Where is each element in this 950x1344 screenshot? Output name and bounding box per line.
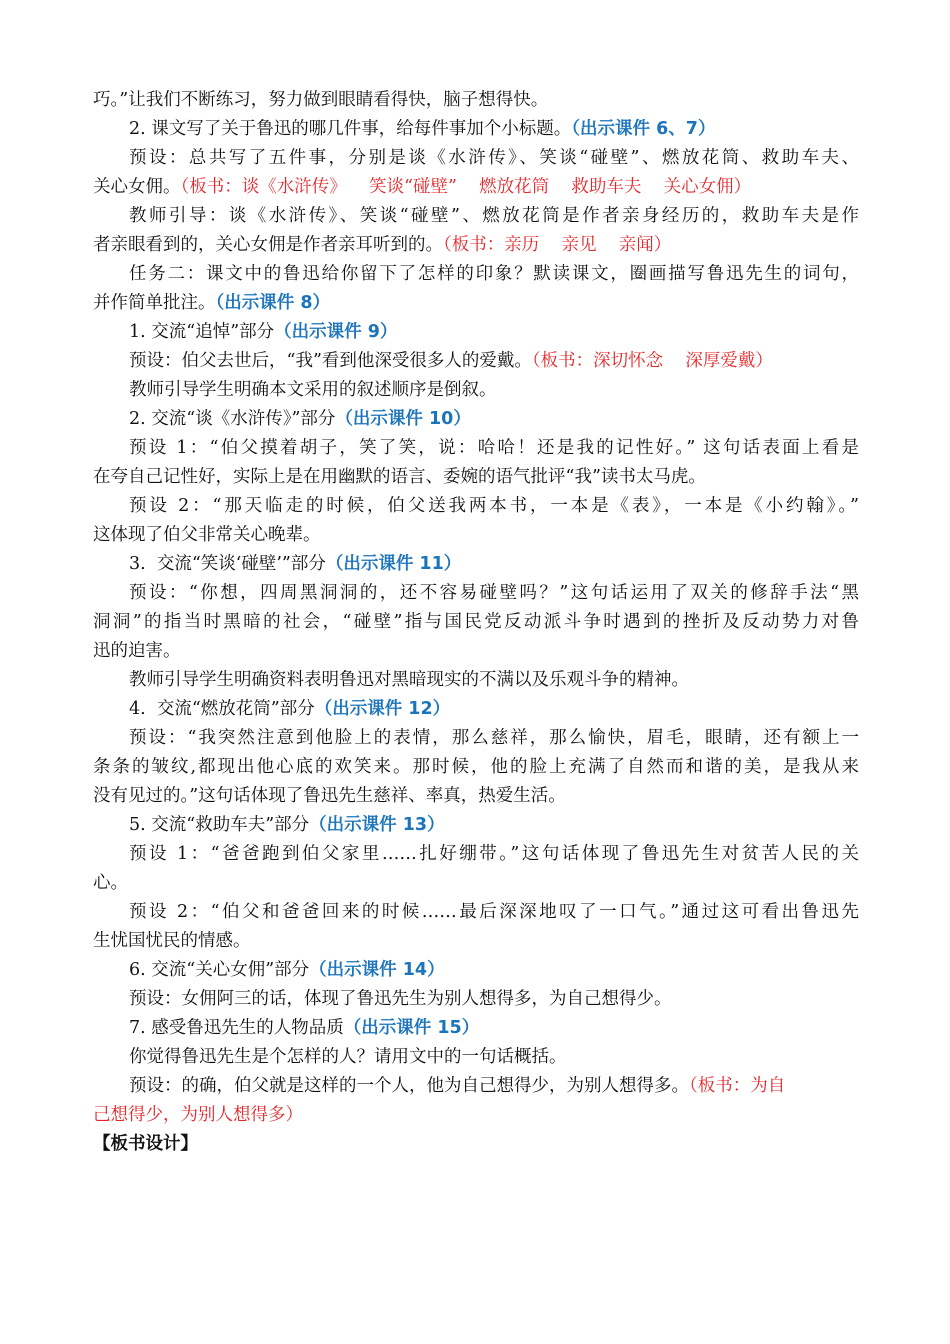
paragraph-line: 在夸自己记性好，实际上是在用幽默的语言、委婉的语气批评“我”读书太马虎。 [93, 467, 706, 487]
blackboard-note: （板书：为自 [689, 1076, 786, 1096]
paragraph-line: 预设：“你想，四周黑洞洞的，还不容易碰壁吗？”这句话运用了双关的修辞手法“黑 [129, 583, 859, 603]
paragraph-line: 这体现了伯父非常关心晚辈。 [93, 525, 321, 545]
courseware-note: （出示课件 8） [215, 293, 331, 313]
section-heading: 2. 交流“谈《水浒传》”部分（出示课件 10） [129, 409, 471, 429]
courseware-note: （出示课件 15） [343, 1018, 480, 1038]
blackboard-note: （板书：亲历 亲见 亲闻） [443, 235, 672, 255]
document-page [93, 86, 859, 1159]
paragraph-line: 巧。”让我们不断练习，努力做到眼睛看得快，脑子想得快。 [93, 90, 549, 110]
courseware-note: （出示课件 6、7） [571, 119, 716, 139]
paragraph-line [93, 1101, 859, 1130]
blackboard-note: 己想得少，为别人想得多） [93, 1105, 303, 1125]
paragraph-line: 条条的皱纹,都现出他心底的欢笑来。那时候，他的脸上充满了自然而和谐的美，是我从来 [93, 757, 859, 777]
courseware-note: （出示课件 9） [274, 322, 398, 342]
section-heading: 3. 交流“笑谈‘碰壁’”部分（出示课件 11） [129, 554, 462, 574]
paragraph-line: 预设 1：“爸爸跑到伯父家里……扎好绷带。”这句话体现了鲁迅先生对贫苦人民的关 [129, 844, 859, 864]
paragraph-line: 洞洞”的指当时黑暗的社会，“碰壁”指与国民党反动派斗争时遇到的挫折及反动势力对鲁 [93, 612, 859, 632]
paragraph-line: 预设：女佣阿三的话，体现了鲁迅先生为别人想得多，为自己想得少。 [129, 989, 672, 1009]
section-heading: 5. 交流“救助车夫”部分（出示课件 13） [129, 815, 445, 835]
paragraph-line: 预设：总共写了五件事，分别是谈《水浒传》、笑谈“碰壁”、燃放花筒、救助车夫、 [129, 148, 859, 168]
paragraph-line: 没有见过的。”这句话体现了鲁迅先生慈祥、率真，热爱生活。 [93, 786, 566, 806]
blackboard-note: （板书：深切怀念 深厚爱戴） [531, 351, 773, 371]
paragraph-line: 并作简单批注。（出示课件 8） [93, 293, 331, 313]
paragraph-line: 教师引导：谈《水浒传》、笑谈“碰壁”、燃放花筒是作者亲身经历的，救助车夫是作 [129, 206, 859, 226]
paragraph-line: 预设 2：“伯父和爸爸回来的时候……最后深深地叹了一口气。”通过这可看出鲁迅先 [129, 902, 859, 922]
paragraph-line: 你觉得鲁迅先生是个怎样的人？请用文中的一句话概括。 [129, 1047, 567, 1067]
section-heading: 4. 交流“燃放花筒”部分（出示课件 12） [129, 699, 451, 719]
blackboard-note: （板书：谈《水浒传》 笑谈“碰壁” 燃放花筒 救助车夫 关心女佣） [180, 177, 752, 197]
paragraph-line: 生忧国忧民的情感。 [93, 931, 251, 951]
paragraph-line: 预设 1：“伯父摸着胡子，笑了笑，说：哈哈！还是我的记性好。” 这句话表面上看是 [129, 438, 859, 458]
courseware-note: （出示课件 11） [325, 554, 462, 574]
paragraph-line: 预设：伯父去世后，“我”看到他深受很多人的爱戴。（板书：深切怀念 深厚爱戴） [129, 351, 773, 371]
section-heading: 7. 感受鲁迅先生的人物品质（出示课件 15） [129, 1018, 480, 1038]
paragraph-line: 教师引导学生明确资料表明鲁迅对黑暗现实的不满以及乐观斗争的精神。 [129, 670, 689, 690]
task-heading: 任务二：课文中的鲁迅给你留下了怎样的印象？默读课文，圈画描写鲁迅先生的词句， [129, 264, 859, 284]
paragraph-line: 预设：的确，伯父就是这样的一个人，他为自己想得少，为别人想得多。（板书：为自 [129, 1076, 786, 1096]
section-heading: 6. 交流“关心女佣”部分（出示课件 14） [129, 960, 445, 980]
section-heading: 1. 交流“追悼”部分（出示课件 9） [129, 322, 398, 342]
courseware-note: （出示课件 12） [314, 699, 451, 719]
paragraph-line: 预设 2：“那天临走的时候，伯父送我两本书，一本是《表》，一本是《小约翰》。” [129, 496, 859, 516]
courseware-note: （出示课件 10） [335, 409, 471, 429]
paragraph-line: 预设：“我突然注意到他脸上的表情，那么慈祥，那么愉快，眉毛，眼睛，还有额上一 [129, 728, 859, 748]
courseware-note: （出示课件 14） [309, 960, 445, 980]
paragraph-line: 心。 [93, 873, 128, 893]
blackboard-design-heading: 【板书设计】 [93, 1134, 198, 1154]
courseware-note: （出示课件 13） [309, 815, 445, 835]
paragraph-line: 迅的迫害。 [93, 641, 181, 661]
paragraph-line: 教师引导学生明确本文采用的叙述顺序是倒叙。 [129, 380, 497, 400]
paragraph-line: 者亲眼看到的，关心女佣是作者亲耳听到的。（板书：亲历 亲见 亲闻） [93, 235, 672, 255]
paragraph-line: 关心女佣。（板书：谈《水浒传》 笑谈“碰壁” 燃放花筒 救助车夫 关心女佣） [93, 177, 752, 197]
question-heading: 2. 课文写了关于鲁迅的哪几件事，给每件事加个小标题。（出示课件 6、7） [129, 119, 716, 139]
